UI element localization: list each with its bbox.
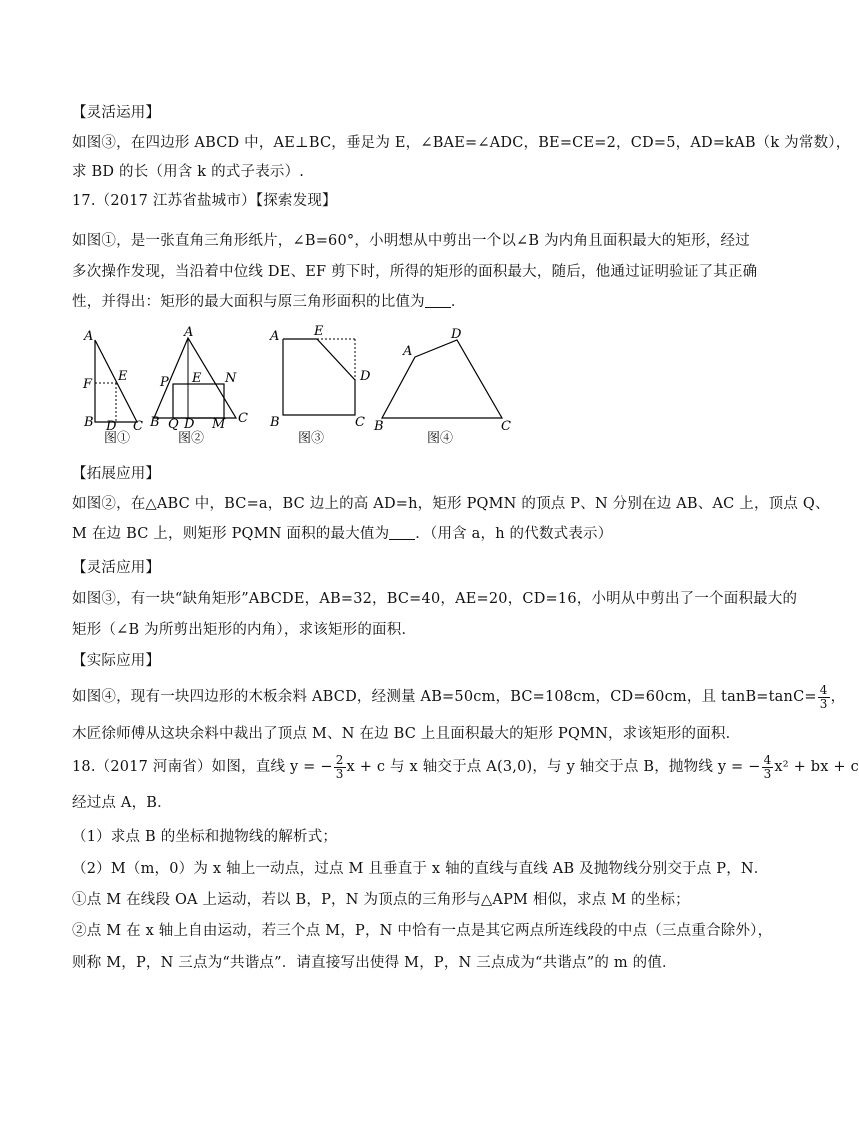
text-segment: M 在边 BC 上，则矩形 PQMN 面积的最大值为 [72,526,390,542]
svg-text:B: B [270,415,280,430]
paragraph-line: 则称 M，P，N 三点为“共谐点”．请直接写出使得 M，P，N 三点成为“共谐点”的 m 的值． [72,955,677,971]
text-segment: ．（用含 a，h 的代数式表示） [415,526,613,542]
paragraph-line: 矩形（∠B 为所剪出矩形的内角），求该矩形的面积． [72,622,417,638]
text-segment: 如图④，现有一块四边形的木板余料 ABCD，经测量 AB=50cm，BC=108cm，CD=60cm，且 tanB=tanC= [72,689,817,705]
svg-text:A: A [184,325,194,340]
question-17-heading: 17.（2017 江苏省盐城市）【探索发现】 [72,193,337,209]
text-segment: x + c 与 x 轴交于点 A(3,0)，与 y 轴交于点 B，抛物线 y = − [346,759,761,775]
paragraph-line: 木匠徐师傅从这块余料中裁出了顶点 M、N 在边 BC 上且面积最大的矩形 PQMN，求该矩形的面积． [72,726,741,742]
paragraph-line: 求 BD 的长（用含 k 的式子表示）. [72,164,305,180]
svg-text:Q: Q [168,417,179,432]
subquestion-1: （1）求点 B 的坐标和抛物线的解析式； [72,829,338,845]
paragraph-line: 经过点 A，B． [72,795,172,811]
figure-4-quadrilateral [373,327,511,434]
question-18-heading [72,752,859,782]
svg-text:N: N [225,371,237,386]
fraction: $\frac{4}{3}$ [819,682,828,711]
svg-text:C: C [238,411,248,426]
figure-2-triangle-rectangle [149,325,248,432]
subquestion-2: （2）M（m，0）为 x 轴上一动点，过点 M 且垂直于 x 轴的直线与直线 AB 及抛物线分别交于点 P，N． [72,861,769,877]
answer-blank [389,525,415,540]
section-heading-flexible-application: 【灵活应用】 [72,560,161,576]
svg-text:C: C [133,419,143,434]
paragraph-line: 多次操作发现，当沿着中位线 DE、EF 剪下时，所得的矩形的面积最大，随后，他通过证明验证了其正确 [72,264,758,280]
paragraph-line [72,683,845,711]
svg-text:E: E [192,371,202,386]
svg-text:P: P [160,375,169,390]
svg-text:D: D [184,417,195,432]
fraction: $\frac{2}{3}$ [335,752,344,781]
svg-text:C: C [501,419,511,434]
paragraph-line [72,292,466,312]
text-segment: ， [830,689,846,705]
section-heading-flexible-use: 【灵活运用】 [72,105,161,121]
text-segment: ． [450,294,466,310]
fraction: $\frac{4}{3}$ [763,752,772,781]
svg-text:C: C [355,415,365,430]
figure-3-missing-corner-rectangle [269,324,371,430]
text-segment: 18.（2017 河南省）如图，直线 y = − [72,759,333,775]
text-segment: x² + bx + c [774,759,859,775]
subquestion-2b: ②点 M 在 x 轴上自由运动，若三个点 M，P，N 中恰有一点是其它两点所连线段的中点（三点重合除外）， [72,923,773,939]
svg-text:B: B [84,415,94,430]
figure-3-label: 图③ [298,431,325,446]
paragraph-line: 如图②，在△ABC 中，BC=a，BC 边上的高 AD=h，矩形 PQMN 的顶点 P、N 分别在边 AB、AC 上，顶点 Q、 [72,496,830,512]
paragraph-line: 如图①，是一张直角三角形纸片，∠B=60°，小明想从中剪出一个以∠B 为内角且面积最大的矩形，经过 [72,233,750,249]
paragraph-line: 如图③，在四边形 ABCD 中，AE⊥BC，垂足为 E，∠BAE=∠ADC，BE=CE=2，CD=5，AD=kAB（k 为常数）， [72,135,851,151]
text-segment: 性，并得出：矩形的最大面积与原三角形面积的比值为 [72,294,425,310]
svg-text:B: B [374,419,384,434]
paragraph-line [72,524,612,544]
figure-1-label: 图① [104,431,131,446]
answer-blank [425,293,451,308]
figure-1-right-triangle [82,329,143,434]
svg-text:F: F [83,377,93,392]
svg-text:B: B [150,415,160,430]
svg-text:M: M [212,417,226,432]
section-heading-extension: 【拓展应用】 [72,466,161,482]
paragraph-line: 如图③，有一块“缺角矩形”ABCDE，AB=32，BC=40，AE=20，CD=16，小明从中剪出了一个面积最大的 [72,591,798,607]
svg-text:D: D [360,369,371,384]
subquestion-2a: ①点 M 在线段 OA 上运动，若以 B，P，N 为顶点的三角形与△APM 相似，求点 M 的坐标； [72,892,690,908]
figure-4-label: 图④ [427,431,454,446]
svg-text:A: A [270,329,280,344]
svg-text:D: D [106,419,117,434]
svg-text:A: A [403,344,413,359]
figure-2-label: 图② [178,431,205,446]
section-heading-practical-application: 【实际应用】 [72,653,161,669]
svg-text:D: D [451,327,462,342]
svg-text:E: E [314,324,324,339]
svg-text:A: A [84,329,94,344]
svg-text:E: E [118,369,128,384]
